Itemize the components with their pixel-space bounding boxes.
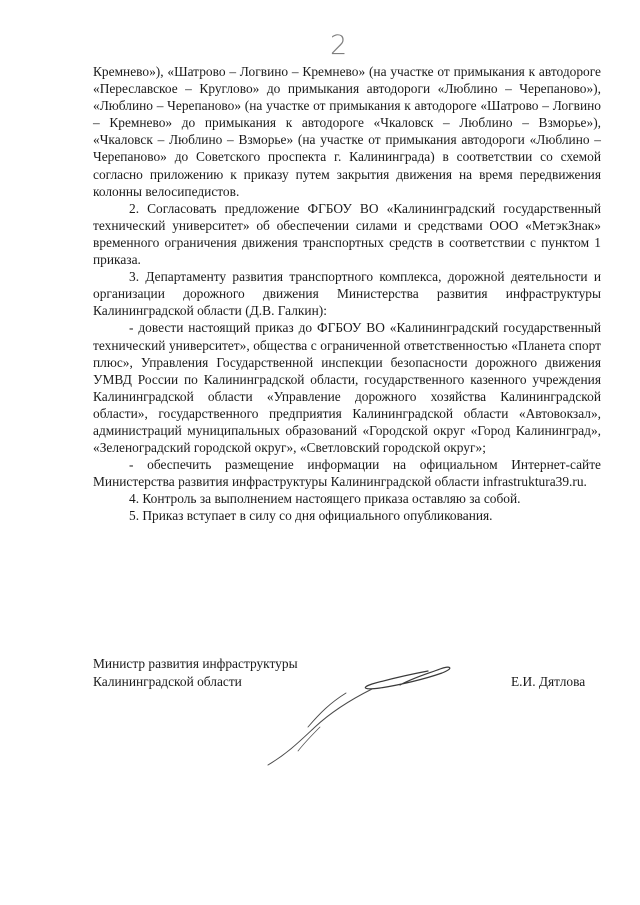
page-number: 2 <box>330 30 348 61</box>
paragraph-item-5: 5. Приказ вступает в силу со дня официального опубликования. <box>129 508 493 524</box>
paragraph-item-3-bullet-1: - довести настоящий приказ до ФГБОУ ВО «Калининградский государственный технический университет», общества с ограниченной ответственностью «Планета спорт плюс», Управления Государственной инспекции безопасности дорожного движения УМВД России по Калининградской области, государственного казенного учреждения Калининградской области «Управление дорожного хозяйства Калининградской области», государственного предприятия Калининградской области «Автовокзал», администраций муниципальных образований «Городской округ «Город Калининград», «Зеленоградский городской округ», «Светловский городской округ»; <box>93 320 601 456</box>
paragraph-continuation: Кремнево»), «Шатрово – Логвино – Кремнево» (на участке от примыкания к автодороге «Переславское – Круглово» до примыкания автодороги «Люблино – Черепаново»), «Люблино – Черепаново» (на участке от примыкания к автодороге «Шатрово – Логвино – Кремнево» до примыкания к автодороге «Чкаловск – Люблино – Взморье»), «Чкаловск – Люблино – Взморье» (на участке от примыкания автодороги «Люблино – Черепаново» до Советского проспекта г. Калининграда) в соответствии со схемой согласно приложению к приказу путем закрытия движения на время передвижения колонны велосипедистов. <box>93 64 601 199</box>
signatory-title-line-2: Калининградской области <box>93 673 242 689</box>
signatory-name: Е.И. Дятлова <box>511 674 586 689</box>
handwritten-signature <box>250 655 480 775</box>
paragraph-item-3-bullet-2: - обеспечить размещение информации на официальном Интернет-сайте Министерства развития инфраструктуры Калининградской области infrastruktura39.ru. <box>93 457 601 490</box>
paragraph-item-2: 2. Согласовать предложение ФГБОУ ВО «Калининградский государственный технический университет» об обеспечении силами и средствами ООО «МетэкЗнак» временного ограничения движения транспортных средств в соответствии с пунктом 1 приказа. <box>93 200 601 268</box>
paragraph-item-4: 4. Контроль за выполнением настоящего приказа оставляю за собой. <box>129 491 521 507</box>
document-body <box>93 63 601 525</box>
paragraph-item-3: 3. Департаменту развития транспортного комплекса, дорожной деятельности и организации дорожного движения Министерства развития инфраструктуры Калининградской области (Д.В. Галкин): <box>93 269 601 319</box>
signatory-title-line-1: Министр развития инфраструктуры <box>93 656 298 671</box>
